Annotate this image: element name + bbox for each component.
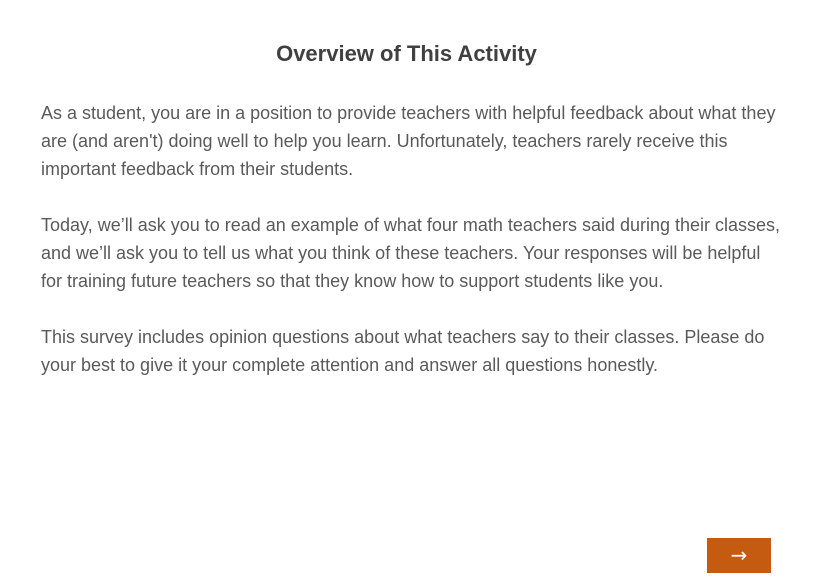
intro-paragraph-1: As a student, you are in a position to provide teachers with helpful feedback about what they are (and aren't) doing well to help you learn. Unfortunately, teachers rarely receive this important feedback from their students. [41,103,776,179]
intro-text [41,99,781,407]
intro-paragraph-2: Today, we’ll ask you to read an example of what four math teachers said during their classes, and we’ll ask you to tell us what you think of these teachers. Your responses will be helpful for training future teachers so that they know how to support students like you. [41,215,781,291]
intro-paragraph-3: This survey includes opinion questions about what teachers say to their classes. Please do your best to give it your complete attention and answer all questions honestly. [41,327,765,375]
next-button[interactable]: → [707,538,771,573]
page-title: Overview of This Activity [276,41,537,66]
